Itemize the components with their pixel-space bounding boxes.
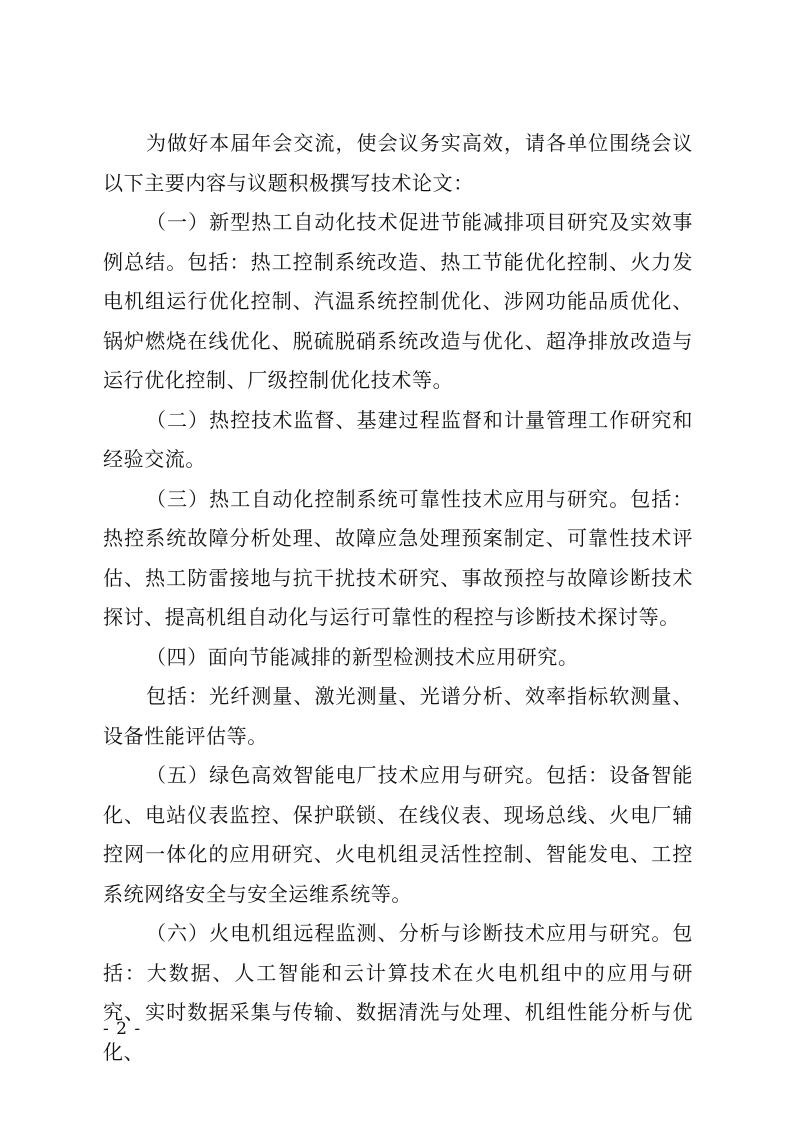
topic-2-paragraph: （二）热控技术监督、基建过程监督和计量管理工作研究和经验交流。 xyxy=(103,407,693,471)
document-body xyxy=(103,124,693,1072)
topic-5-paragraph: （五）绿色高效智能电厂技术应用与研究。包括：设备智能化、电站仪表监控、保护联锁、在线仪表、现场总线、火电厂辅控网一体化的应用研究、火电机组灵活性控制、智能发电、工控系统网络安全与安全运维系统等。 xyxy=(103,763,693,906)
intro-paragraph: 为做好本届年会交流，使会议务实高效，请各单位围绕会议以下主要内容与议题积极撰写技术论文： xyxy=(103,131,693,195)
page-number: - 2 - xyxy=(103,1019,142,1039)
topic-4-details-paragraph: 包括：光纤测量、激光测量、光谱分析、效率指标软测量、设备性能评估等。 xyxy=(103,684,693,748)
topic-6-paragraph: （六）火电机组远程监测、分析与诊断技术应用与研究。包括：大数据、人工智能和云计算技术在火电机组中的应用与研究、实时数据采集与传输、数据清洗与处理、机组性能分析与优化、 xyxy=(103,921,693,1064)
topic-4-paragraph: （四）面向节能减排的新型检测技术应用研究。 xyxy=(146,644,579,669)
topic-3-paragraph: （三）热工自动化控制系统可靠性技术应用与研究。包括：热控系统故障分析处理、故障应急处理预案制定、可靠性技术评估、热工防雷接地与抗干扰技术研究、事故预控与故障诊断技术探讨、提高机组自动化与运行可靠性的程控与诊断技术探讨等。 xyxy=(103,486,693,629)
topic-1-paragraph: （一）新型热工自动化技术促进节能减排项目研究及实效事例总结。包括：热工控制系统改造、热工节能优化控制、火力发电机组运行优化控制、汽温系统控制优化、涉网功能品质优化、锅炉燃烧在线优化、脱硫脱硝系统改造与优化、超净排放改造与运行优化控制、厂级控制优化技术等。 xyxy=(103,210,693,392)
